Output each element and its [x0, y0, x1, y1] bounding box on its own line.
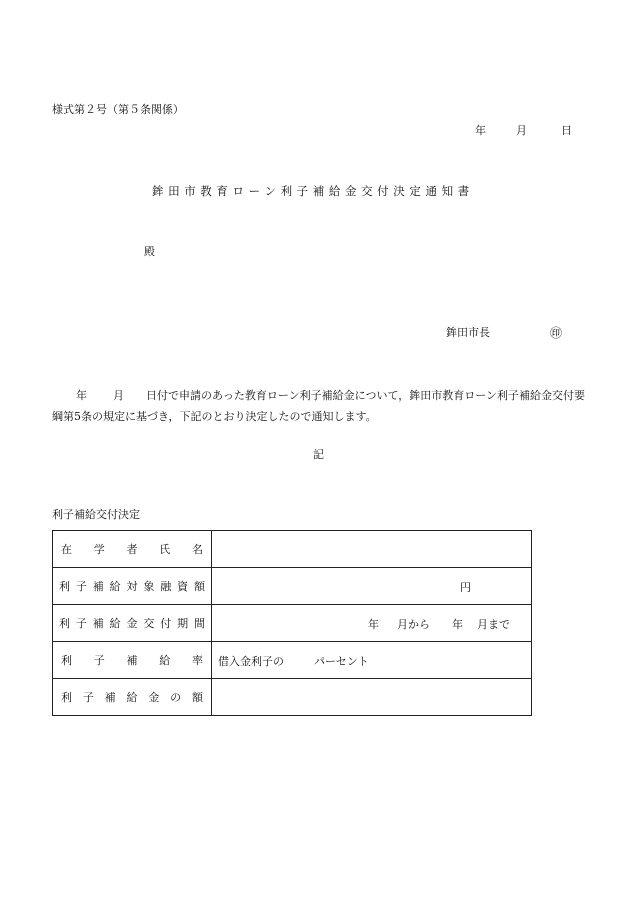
notice-body [52, 385, 592, 427]
rate-text [218, 653, 369, 669]
date-line [475, 122, 572, 138]
form-number: 様式第２号（第５条関係） [52, 103, 184, 116]
body-text: 日付で申請のあった教育ローン利子補給金について，鉾田市教育ローン利子補給金交付要綱第5条の規定に基づき，下記のとおり決定したので通知します。 [52, 389, 586, 423]
seal-mark: ㊞ [550, 326, 563, 340]
body-year: 年 [76, 389, 87, 402]
table-row [53, 531, 532, 568]
period-month-to: 月まで [477, 618, 510, 631]
issuer-name: 鉾田市長 [446, 326, 490, 339]
label-grant-amount: 利子補給金の額 [53, 679, 212, 716]
period-text [368, 616, 510, 632]
value-rate [212, 642, 532, 679]
period-year-end: 年 [452, 618, 463, 631]
document-title: 鉾田市教育ローン利子補給金交付決定通知書 [152, 184, 474, 198]
period-year-start: 年 [368, 618, 379, 631]
addressee-honorific: 殿 [144, 245, 155, 258]
label-loan-amount: 利子補給対象融資額 [53, 568, 212, 605]
date-day: 日 [561, 124, 572, 137]
date-year: 年 [475, 124, 486, 137]
period-month-from: 月から [397, 618, 430, 631]
yen-unit: 円 [460, 581, 471, 594]
value-loan-amount [212, 568, 532, 605]
label-rate: 利子補給率 [53, 642, 212, 679]
table-row [53, 568, 532, 605]
rate-prefix: 借入金利子の [218, 655, 284, 668]
grant-decision-table [52, 530, 532, 716]
value-student-name [212, 531, 532, 568]
table-row [53, 605, 532, 642]
ki-heading: 記 [313, 448, 324, 461]
label-grant-period: 利子補給金交付期間 [53, 605, 212, 642]
label-student-name: 在学者氏名 [53, 531, 212, 568]
value-grant-amount [212, 679, 532, 716]
body-month: 月 [113, 389, 124, 402]
rate-unit: パーセント [314, 655, 369, 668]
table-row [53, 679, 532, 716]
section-title: 利子補給交付決定 [52, 508, 140, 521]
value-grant-period [212, 605, 532, 642]
date-month: 月 [516, 124, 527, 137]
table-row [53, 642, 532, 679]
